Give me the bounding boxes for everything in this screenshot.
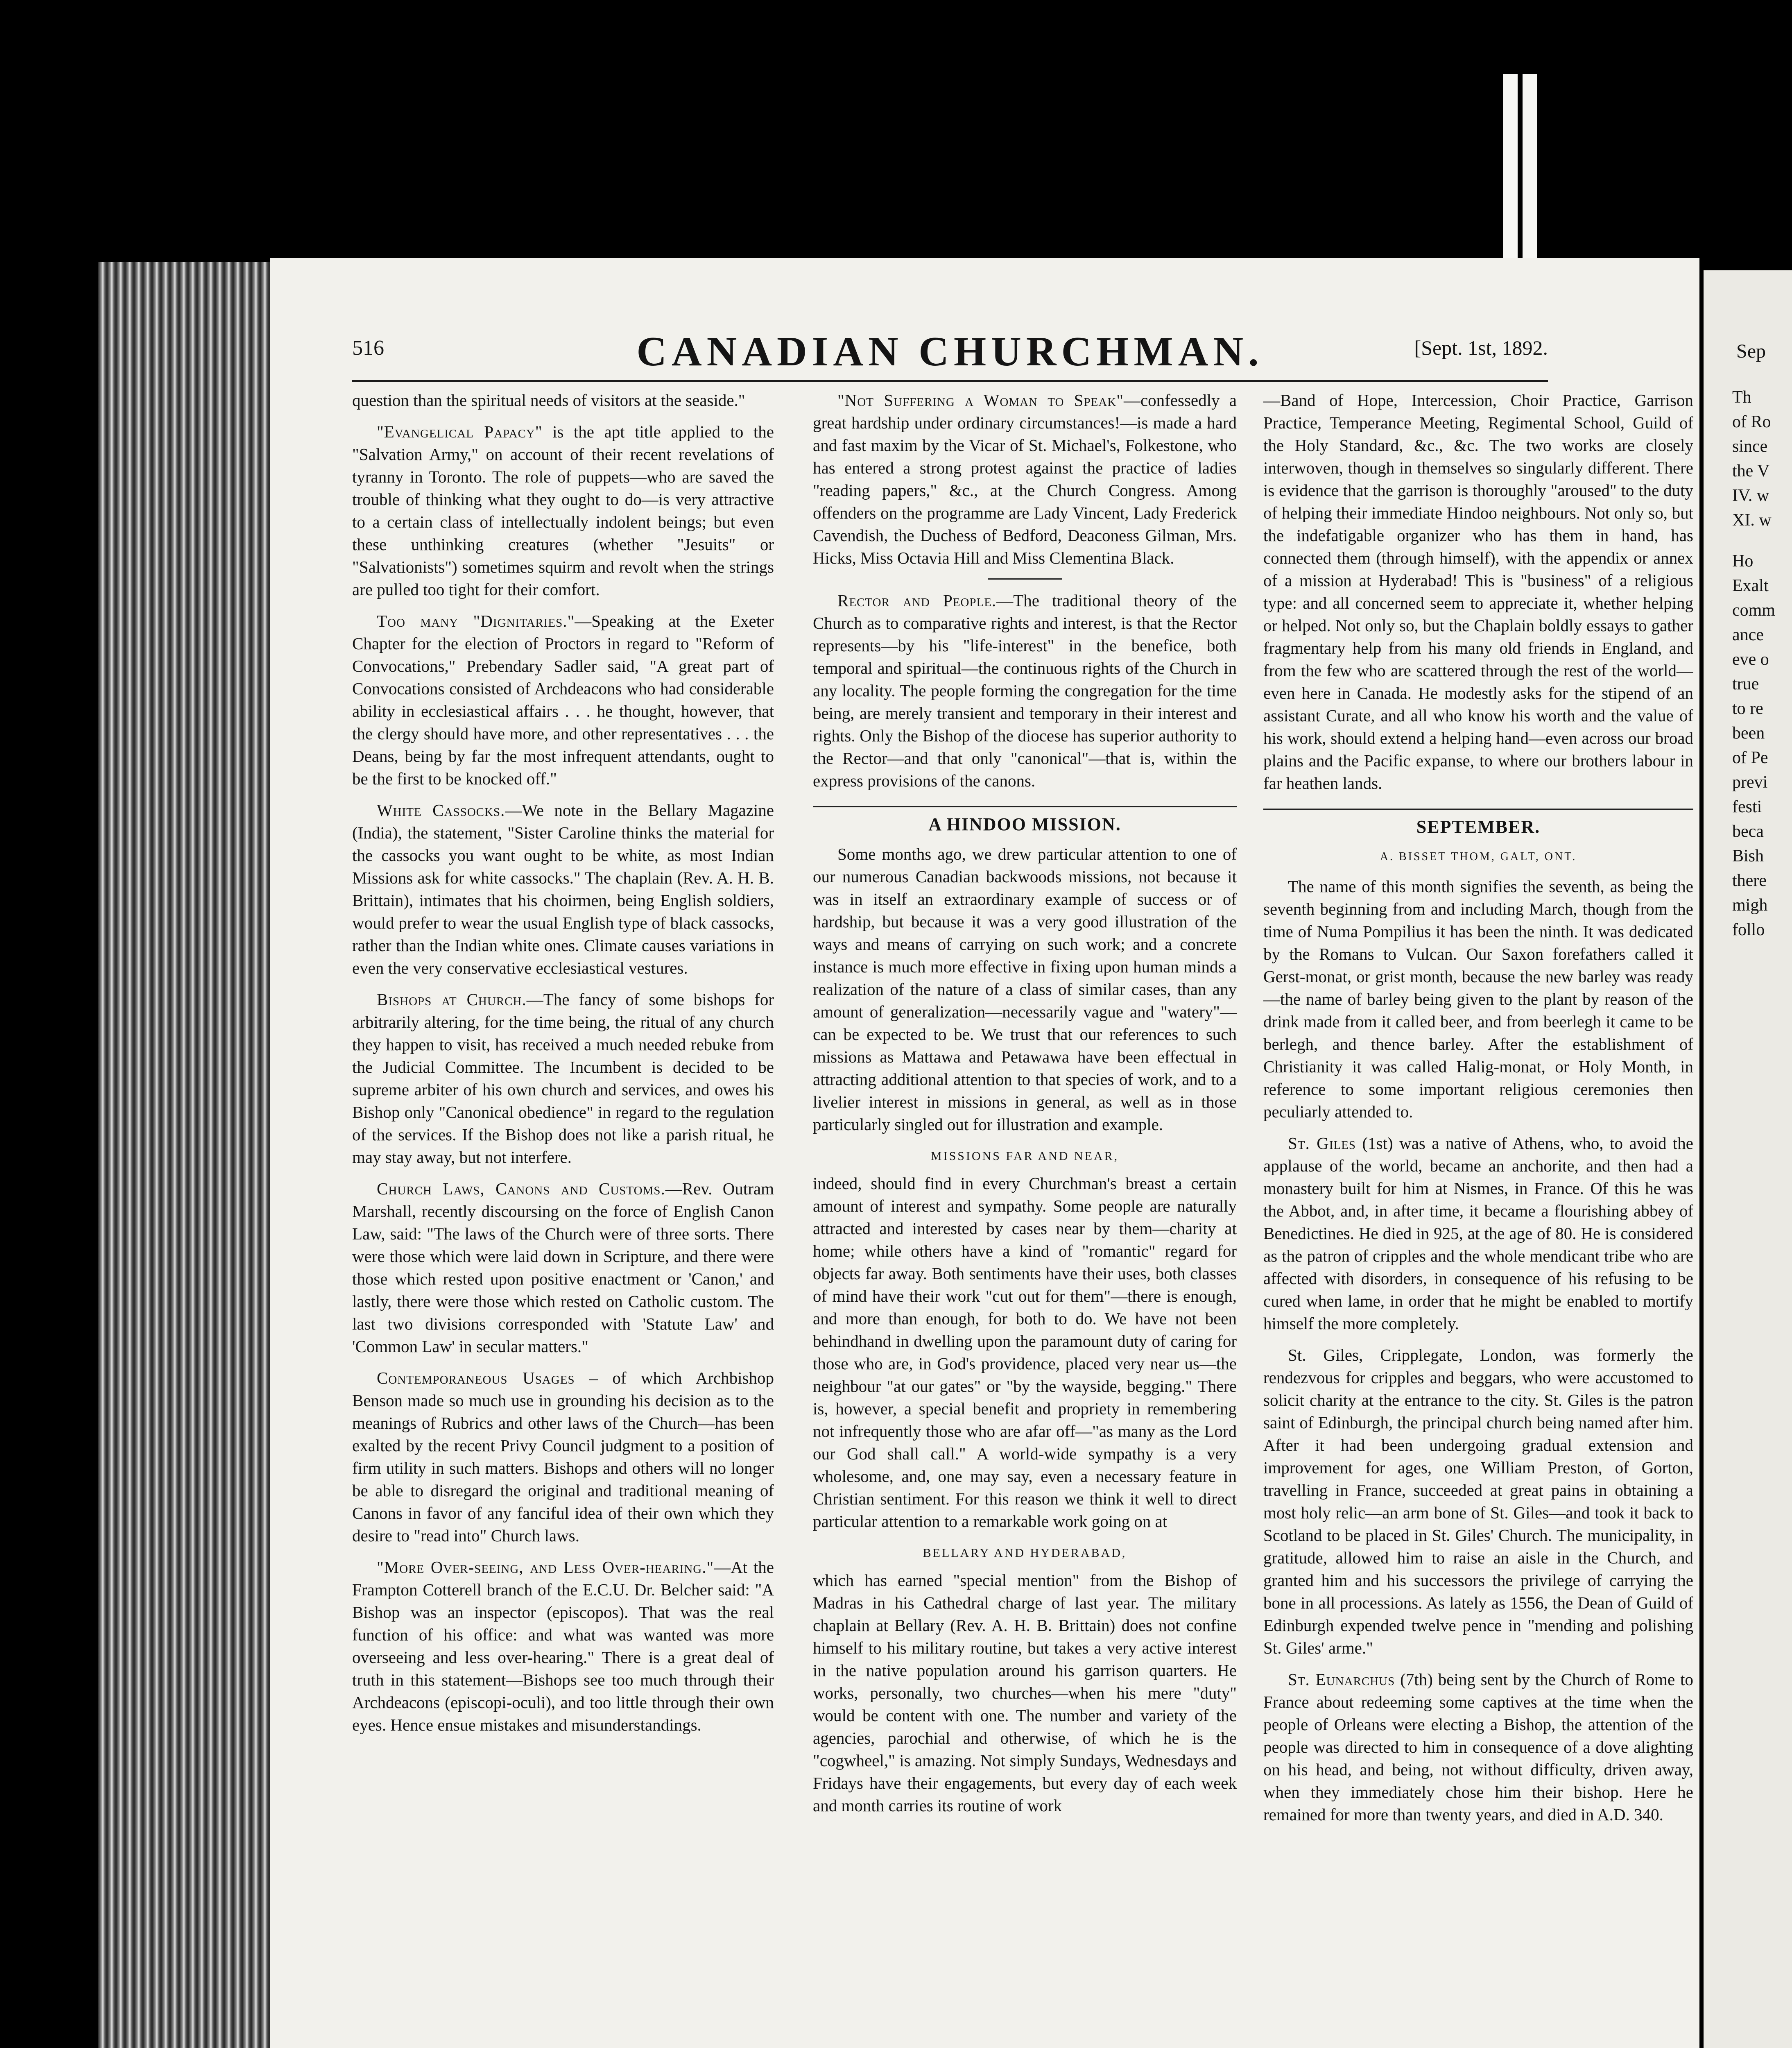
text-fragment: migh	[1732, 896, 1768, 915]
text-fragment: Th	[1732, 388, 1751, 407]
text-fragment: Bish	[1732, 847, 1764, 865]
text-fragment: there	[1732, 871, 1767, 890]
text-fragment: eve o	[1732, 650, 1769, 669]
paragraph	[813, 389, 1237, 569]
paragraph-lead: Bishops at Church.	[377, 990, 527, 1009]
masthead-title: CANADIAN CHURCHMAN.	[636, 328, 1264, 375]
paragraph	[352, 1178, 774, 1358]
paragraph-body: (1st) was a native of Athens, who, to avoid the applause of the world, became an anchorite, and then had a monastery built for him at Nismes, in France. Of this he was the Abbot, and, in after time, it became a flourishing abbey of Benedictines. He died in 925, at the age of 80. He is considered as the patron of cripples and the whole mendicant tribe who are affected with disorders, in consequence of his refusing to be cured when lame, in order that he might be enabled to mortify himself the more completely.	[1263, 1134, 1693, 1333]
separator-rule	[988, 578, 1062, 580]
paragraph-lead: "Not Suffering a Woman to Speak"	[837, 391, 1124, 410]
paragraph: question than the spiritual needs of visitors at the seaside."	[352, 391, 745, 410]
page-number: 516	[352, 336, 384, 360]
adjacent-page	[1704, 270, 1792, 2048]
paragraph	[352, 988, 774, 1169]
paragraph	[352, 421, 774, 601]
paragraph	[1263, 1668, 1693, 1826]
text-fragment: ance	[1732, 625, 1764, 644]
adjacent-page-text	[1732, 385, 1792, 942]
article-heading: A HINDOO MISSION.	[813, 806, 1237, 836]
text-fragment: comm	[1732, 601, 1775, 620]
text-fragment: Exalt	[1732, 576, 1769, 595]
paragraph: which has earned "special mention" from the Bishop of Madras in his Cathedral charge of last year. The military chaplain at Bellary (Rev. A. H. B. Brittain) does not confine himself to his military routine, but takes a very active interest in the native population around his garrison quarters. He works, personally, two churches—when his mere "duty" would be content with one. The number and variety of the agencies, parochial and otherwise, of which he is the "cogwheel," is amazing. Not simply Sundays, Wednesdays and Fridays have their engagements, but every day of each week and month carries its routine of work	[813, 1571, 1237, 1815]
paragraph-body: —Speaking at the Exeter Chapter for the election of Proctors in regard to "Reform of Convocations," Prebendary Sadler said, "A great part of Convocations consisted of Archdeacons who had considerable ability in ecclesiastical affairs . . . he thought, however, that the clergy should have more, and other representatives . . . the Deans, being by far the most infrequent attendants, ought to be the first to be knocked off."	[352, 612, 774, 788]
paragraph	[352, 799, 774, 979]
paragraph-body: —confessedly a great hardship under ordinary circumstances!—is made a hard and fast maxim by the Vicar of St. Michael's, Folkestone, who has entered a strong protest against the practice of ladies "reading papers," &c., at the Church Congress. Among offenders on the programme are Lady Vincent, Lady Frederick Cavendish, the Duchess of Bedford, Deaconess Gilman, Mrs. Hicks, Miss Octavia Hill and Miss Clementina Black.	[813, 391, 1237, 567]
paragraph-lead: St. Eunarchus	[1288, 1670, 1395, 1689]
paragraph: Some months ago, we drew particular attention to one of our numerous Canadian backwoods missions, not because it was in itself an extraordinary example of success or of hardship, but because it was a very good illustration of the ways and means of carrying on such work; and a concrete instance is much more effective in fixing upon human minds a realization of the nature of a class of similar cases, than any amount of generalization—necessarily vague and "watery"—can be expected to be. We trust that our references to such missions as Mattawa and Petawawa have been effectual in attracting additional attention to that species of work, and to a livelier interest in missions in general, as well as in those particularly singled out for illustration and example.	[813, 845, 1237, 1134]
paragraph: —Band of Hope, Intercession, Choir Practice, Garrison Practice, Temperance Meeting, Regimental School, Guild of the Holy Standard, &c., &c. The two works are closely interwoven, though in themselves so singularly different. There is evidence that the garrison is thoroughly "aroused" to the duty of helping their immediate Hindoo neighbours. Not only so, but the indefatigable organizer who has them in hand, has connected them (through himself), with the appendix or annex of a mission at Hyderabad! This is "business" of a religious type: and all concerned seem to appreciate it, whether helping or helped. Not only so, but the Chaplain boldly essays to gather fragmentary help from his many old friends in England, and from the few who are scattered through the rest of the world—even here in Canada. He modestly asks for the stipend of an assistant Curate, and all who know his worth and the value of his work, should extend a helping hand—even across our broad plains and the Pacific expanse, to where our brothers labour in far heathen lands.	[1263, 391, 1693, 793]
paragraph-lead: Church Laws, Canons and Customs.	[377, 1179, 665, 1198]
paragraph-body: – of which Archbishop Benson made so much use in grounding his decision as to the meanings of Rubrics and other laws of the Church—has been exalted by the recent Privy Council judgment to a position of firm utility in such matters. Bishops and others will no longer be able to disregard the original and traditional meaning of Canons in favor of any fanciful idea of their own which they desire to "read into" Church laws.	[352, 1368, 774, 1545]
text-fragment: since	[1732, 437, 1768, 456]
paragraph	[1263, 1132, 1693, 1335]
text-fragment: previ	[1732, 773, 1768, 792]
text-fragment: beca	[1732, 822, 1764, 841]
paragraph-body: —At the Frampton Cotterell branch of the E.C.U. Dr. Belcher said: "A Bishop was an inspector (episcopos). That was the real function of his office: and what was wanted was more overseeing and less over-hearing." There is a great deal of truth in this statement—Bishops see too much through their Archdeacons (episcopi-oculi), and too little through their own eyes. Hence ensue mistakes and misunderstandings.	[352, 1558, 774, 1734]
article-heading: SEPTEMBER.	[1263, 809, 1693, 838]
paragraph-body: —The traditional theory of the Church as to comparative rights and interest, is that the Rector represents—by his "life-interest" in the benefice, both temporal and spiritual—the continuous rights of the Church in any locality. The people forming the congregation for the time being, are merely transient and temporary in their interest and rights. Only the Bishop of the diocese has superior authority to the Rector—and that only "canonical"—that is, within the express provisions of the canons.	[813, 591, 1237, 790]
text-fragment: to re	[1732, 699, 1763, 718]
paragraph-lead: Too many "Dignitaries."	[377, 612, 575, 630]
paragraph	[352, 1556, 774, 1736]
paragraph-lead: "Evangelical Papacy"	[377, 422, 543, 441]
text-fragment: festi	[1732, 797, 1762, 816]
paragraph: St. Giles, Cripplegate, London, was formerly the rendezvous for cripples and beggars, who were accustomed to solicit charity at the entrance to the city. St. Giles is the patron saint of Edinburgh, the principal church being named after him. After it had been undergoing gradual extension and improvement for ages, one William Preston, of Gorton, travelling in France, succeeded at great pains in obtaining a most holy relic—an arm bone of St. Giles—and took it back to Scotland to be placed in St. Giles' Church. The municipality, in gratitude, allowed him to raise an aisle in the Church, and granted him and his successors the privilege of carrying the bone in all processions. As lately as 1556, the Dean of Guild of Edinburgh expended twelve pence in "mending and polishing St. Giles' arme."	[1263, 1346, 1693, 1657]
section-subheading: MISSIONS FAR AND NEAR,	[930, 1149, 1119, 1163]
paragraph-body: (7th) being sent by the Church of Rome to France about redeeming some captives at the time when the people of Orleans were electing a Bishop, the attention of the people was directed to him in consequence of a dove alighting on his head, and being, not without difficulty, driven away, when they immediately chose him their bishop. Here he remained for more than twenty years, and died in A.D. 340.	[1263, 1670, 1693, 1824]
text-fragment: of Pe	[1732, 748, 1768, 767]
paragraph: indeed, should find in every Churchman's breast a certain amount of interest and sympathy. Some people are naturally attracted and interested by cases near by them—charity at home; while others have a kind of "romantic" regard for objects far away. Both sentiments have their uses, both classes of mind have their work "cut out for them"—there is enough, and more than enough, for both to do. We have not been behindhand in dwelling upon the paramount duty of caring for those who are, in God's providence, placed very near us—the neighbour "at our gates" or "by the wayside, begging." There is, however, a special benefit and propriety in remembering not infrequently those who are afar off—"as many as the Lord our God shall call." A world-wide sympathy is a very wholesome, and, one may say, even a necessary feature in Christian sentiment. For this reason we think it well to direct particular attention to a remarkable work going on at	[813, 1174, 1237, 1531]
section-subheading: BELLARY AND HYDERABAD,	[923, 1546, 1127, 1560]
text-fragment: IV. w	[1732, 486, 1769, 505]
paragraph	[352, 1367, 774, 1547]
text-fragment: XI. w	[1732, 511, 1772, 530]
text-fragment: follo	[1732, 920, 1765, 939]
header-rule	[352, 380, 1548, 382]
column-middle	[813, 389, 1237, 2048]
paragraph-lead: Contemporaneous Usages	[377, 1368, 575, 1387]
paragraph	[352, 610, 774, 790]
text-fragment: of Ro	[1732, 412, 1771, 431]
text-fragment: Ho	[1732, 552, 1754, 571]
paragraph: The name of this month signifies the seventh, as being the seventh beginning from and including March, though from the time of Numa Pompilius it has been the ninth. It was dedicated by the Romans to Vulcan. Our Saxon forefathers called it Gerst-monat, or grist month, because the new barley was ready—the name of barley being given to the plant by reason of the drink made from it called beer, and from beerlegh it came to be berlegh, and thence barley. After the establishment of Christianity it was called Halig-monat, or Holy Month, in reference to some important religious ceremonies then peculiarly attended to.	[1263, 877, 1693, 1121]
paragraph-body: —The fancy of some bishops for arbitrarily altering, for the time being, the ritual of any church they happen to visit, has received a much needed rebuke from the Judicial Committee. The Incumbent is decided to be supreme arbiter of his own church and services, and owes his Bishop only "Canonical obedience" in regard to the regulation of the services. If the Bishop does not like a parish ritual, he may stay away, but not interfere.	[352, 990, 774, 1167]
paragraph	[813, 589, 1237, 792]
paragraph-lead: St. Giles	[1288, 1134, 1356, 1153]
column-left	[352, 389, 774, 2048]
text-fragment: the V	[1732, 462, 1770, 480]
paragraph-body: —Rev. Outram Marshall, recently discoursing on the force of English Canon Law, said: "The laws of the Church were of three sorts. There were those which were laid down in Scripture, and there were those which rested upon positive enactment or 'Canon,' and lastly, there were those which rested on Catholic custom. The last two divisions corresponded with 'Statute Law' and 'Common Law' in secular matters."	[352, 1179, 774, 1356]
book-page-edges	[98, 262, 270, 2048]
paragraph-body: —We note in the Bellary Magazine (India), the statement, "Sister Caroline thinks the material for the cassocks you want ought to be white, as most Indian Missions ask for white cassocks." The chaplain (Rev. A. H. B. Brittain), intimates that his choirmen, being English soldiers, would prefer to wear the usual English type of black cassocks, rather than the Indian white ones. Climate causes variations in even the very conservative ecclesiastical vestures.	[352, 801, 774, 977]
byline: A. BISSET THOM, GALT, ONT.	[1380, 850, 1577, 863]
paragraph-lead: "More Over-seeing, and Less Over-hearing."	[377, 1558, 714, 1577]
text-fragment: been	[1732, 724, 1765, 743]
issue-date: [Sept. 1st, 1892.	[1414, 336, 1548, 359]
adjacent-page-header: Sep	[1736, 340, 1766, 362]
paragraph-body: is the apt title applied to the "Salvation Army," on account of their recent revelations of tyranny in Toronto. The role of puppets—who are saved the trouble of thinking what they ought to do—is very attractive to a certain class of intellectually indolent beings; but even these unthinking creatures (whether "Jesuits" or "Salvationists") sometimes squirm and revolt when the strings are pulled too tight for their comfort.	[352, 422, 774, 599]
paragraph-lead: White Cassocks.	[377, 801, 505, 820]
text-fragment: true	[1732, 675, 1759, 693]
paragraph-lead: Rector and People.	[837, 591, 997, 610]
column-right	[1263, 389, 1693, 2048]
